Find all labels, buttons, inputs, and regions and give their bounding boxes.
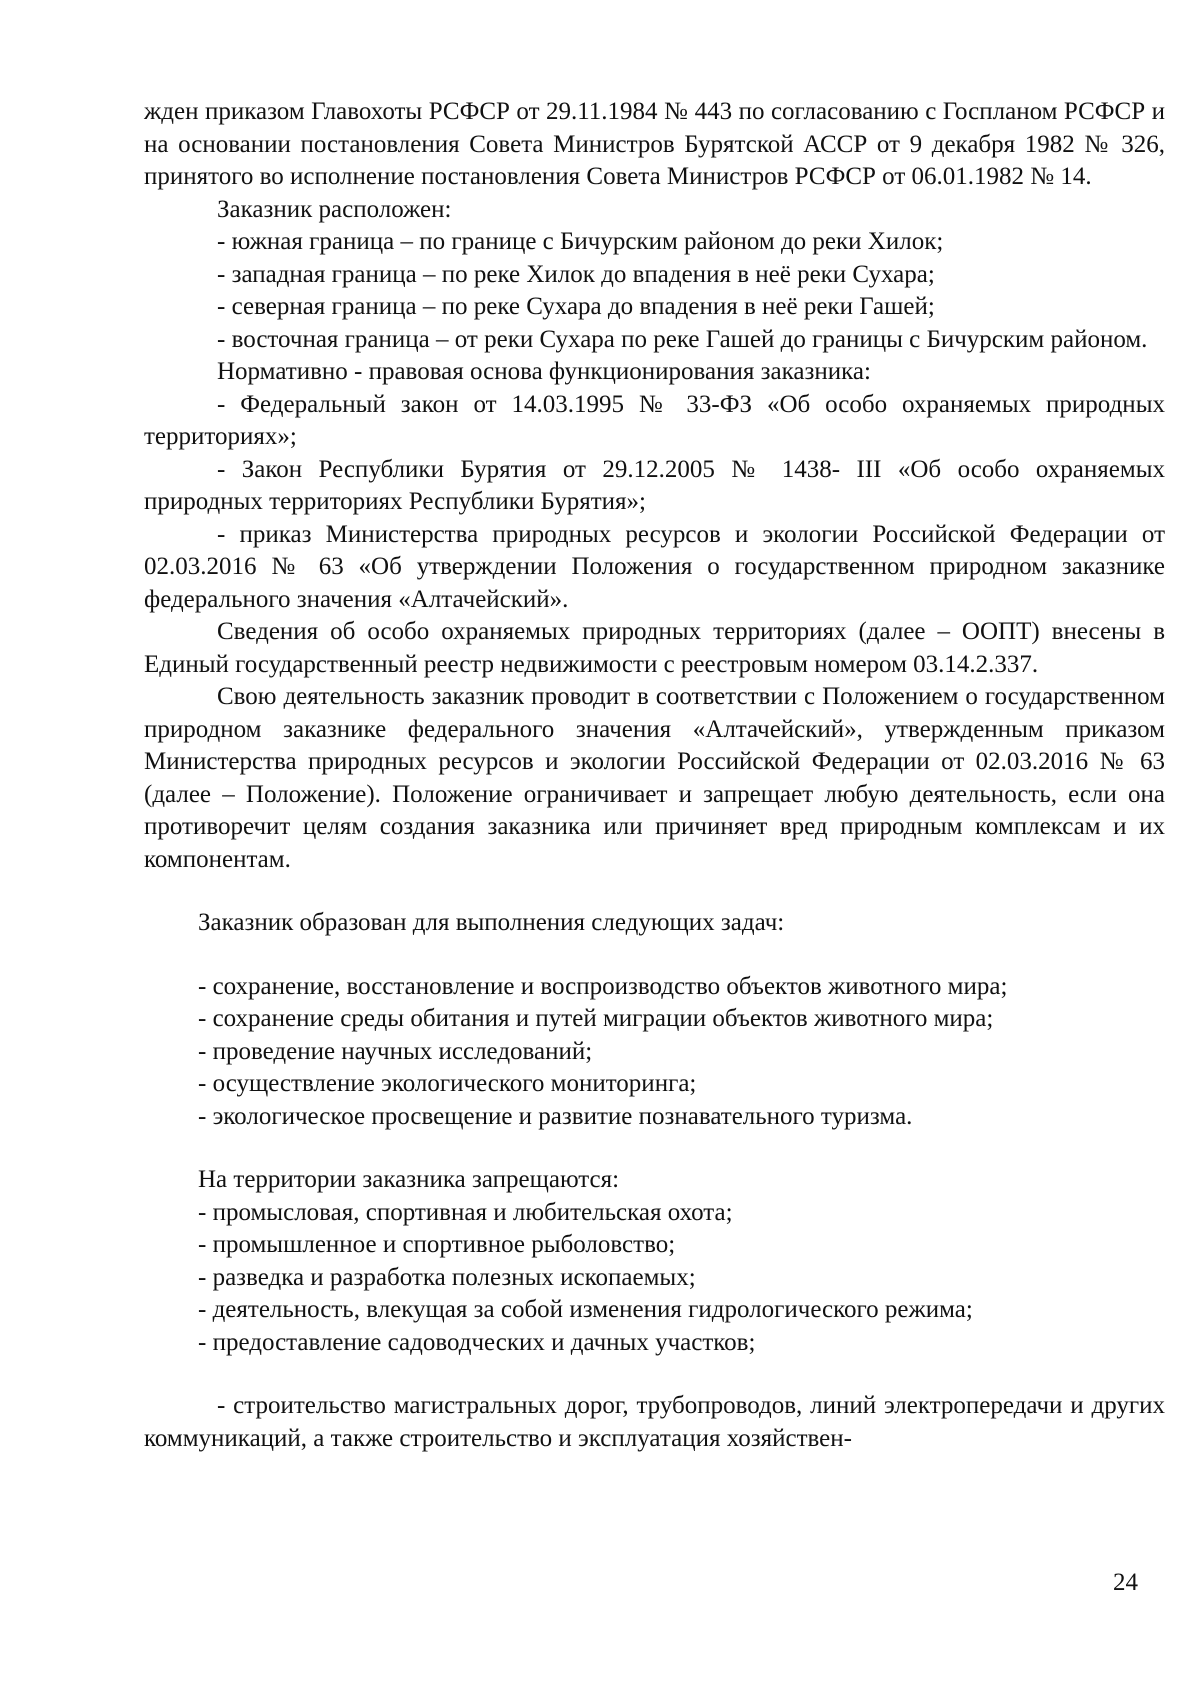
activity-paragraph: Свою деятельность заказник проводит в соответствии с Положением о государственном природном заказнике федерального значения «Алтачейский», утвержденным приказом Министерства природных ресурсов и экологии Российской Федерации от 02.03.2016 № 63 (далее – Положение). Положение ограничивает и запрещает любую деятельность, если она противоречит целям создания заказника или причиняет вред природным комплексам и их компонентам. [144, 683, 1165, 873]
border-east: - восточная граница – от реки Сухара по реке Гашей до границы с Бичурским районом. [217, 325, 1148, 353]
spacer [144, 940, 1165, 971]
border-south: - южная граница – по границе с Бичурским районом до реки Хилок; [217, 228, 944, 255]
registry-paragraph: Сведения об особо охраняемых природных территориях (далее – ООПТ) внесены в Единый государственный реестр недвижимости с реестровым номером 03.14.2.337. [144, 618, 1165, 678]
list-item: - экологическое просвещение и развитие познавательного туризма. [198, 1102, 913, 1130]
location-heading: Заказник расположен: [217, 195, 452, 223]
list-item: - промышленное и спортивное рыболовство; [198, 1231, 676, 1258]
border-north: - северная граница – по реке Сухара до впадения в неё реки Гашей; [217, 293, 935, 320]
page-number: 24 [1113, 1569, 1138, 1596]
list-item: - проведение научных исследований; [198, 1037, 593, 1065]
legal-basis-heading: Нормативно - правовая основа функционирования заказника: [217, 358, 871, 385]
list-item: - предоставление садоводческих и дачных участков; [198, 1328, 756, 1356]
list-item: - сохранение среды обитания и путей миграции объектов животного мира; [198, 1005, 994, 1032]
list-item: - промысловая, спортивная и любительская охота; [198, 1198, 733, 1226]
document-body [144, 96, 1165, 1455]
law-federal: - Федеральный закон от 14.03.1995 № 33-ФЗ «Об особо охраняемых природных территориях»; [144, 390, 1165, 450]
spacer [144, 1359, 1165, 1390]
list-item: - осуществление экологического мониторинга; [198, 1070, 697, 1097]
tasks-heading: Заказник образован для выполнения следующих задач: [198, 909, 785, 936]
law-republic: - Закон Республики Бурятия от 29.12.2005 № 1438- III «Об особо охраняемых природных территориях Республики Бурятия»; [144, 455, 1165, 515]
list-item: - сохранение, восстановление и воспроизводство объектов животного мира; [198, 972, 1008, 1000]
list-item: - деятельность, влекущая за собой изменения гидрологического режима; [198, 1296, 973, 1323]
prohibitions-heading: На территории заказника запрещаются: [198, 1166, 620, 1193]
border-west: - западная граница – по реке Хилок до впадения в неё реки Сухара; [217, 260, 935, 288]
spacer [144, 876, 1165, 907]
spacer [144, 1133, 1165, 1164]
prohibition-construction: - строительство магистральных дорог, трубопроводов, линий электропередачи и других коммуникаций, а также строительство и эксплуатация хозяйствен- [144, 1392, 1165, 1452]
paragraph-approval: жден приказом Главохоты РСФСР от 29.11.1984 № 443 по согласованию с Госпланом РСФСР и на основании постановления Совета Министров Бурятской АССР от 9 декабря 1982 № 326, принятого во исполнение постановления Совета Министров РСФСР от 06.01.1982 № 14. [144, 98, 1165, 190]
list-item: - разведка и разработка полезных ископаемых; [198, 1263, 696, 1291]
order-ministry: - приказ Министерства природных ресурсов и экологии Российской Федерации от 02.03.2016 № 63 «Об утверждении Положения о государственном природном заказнике федерального значения «Алтачейский». [144, 520, 1165, 613]
